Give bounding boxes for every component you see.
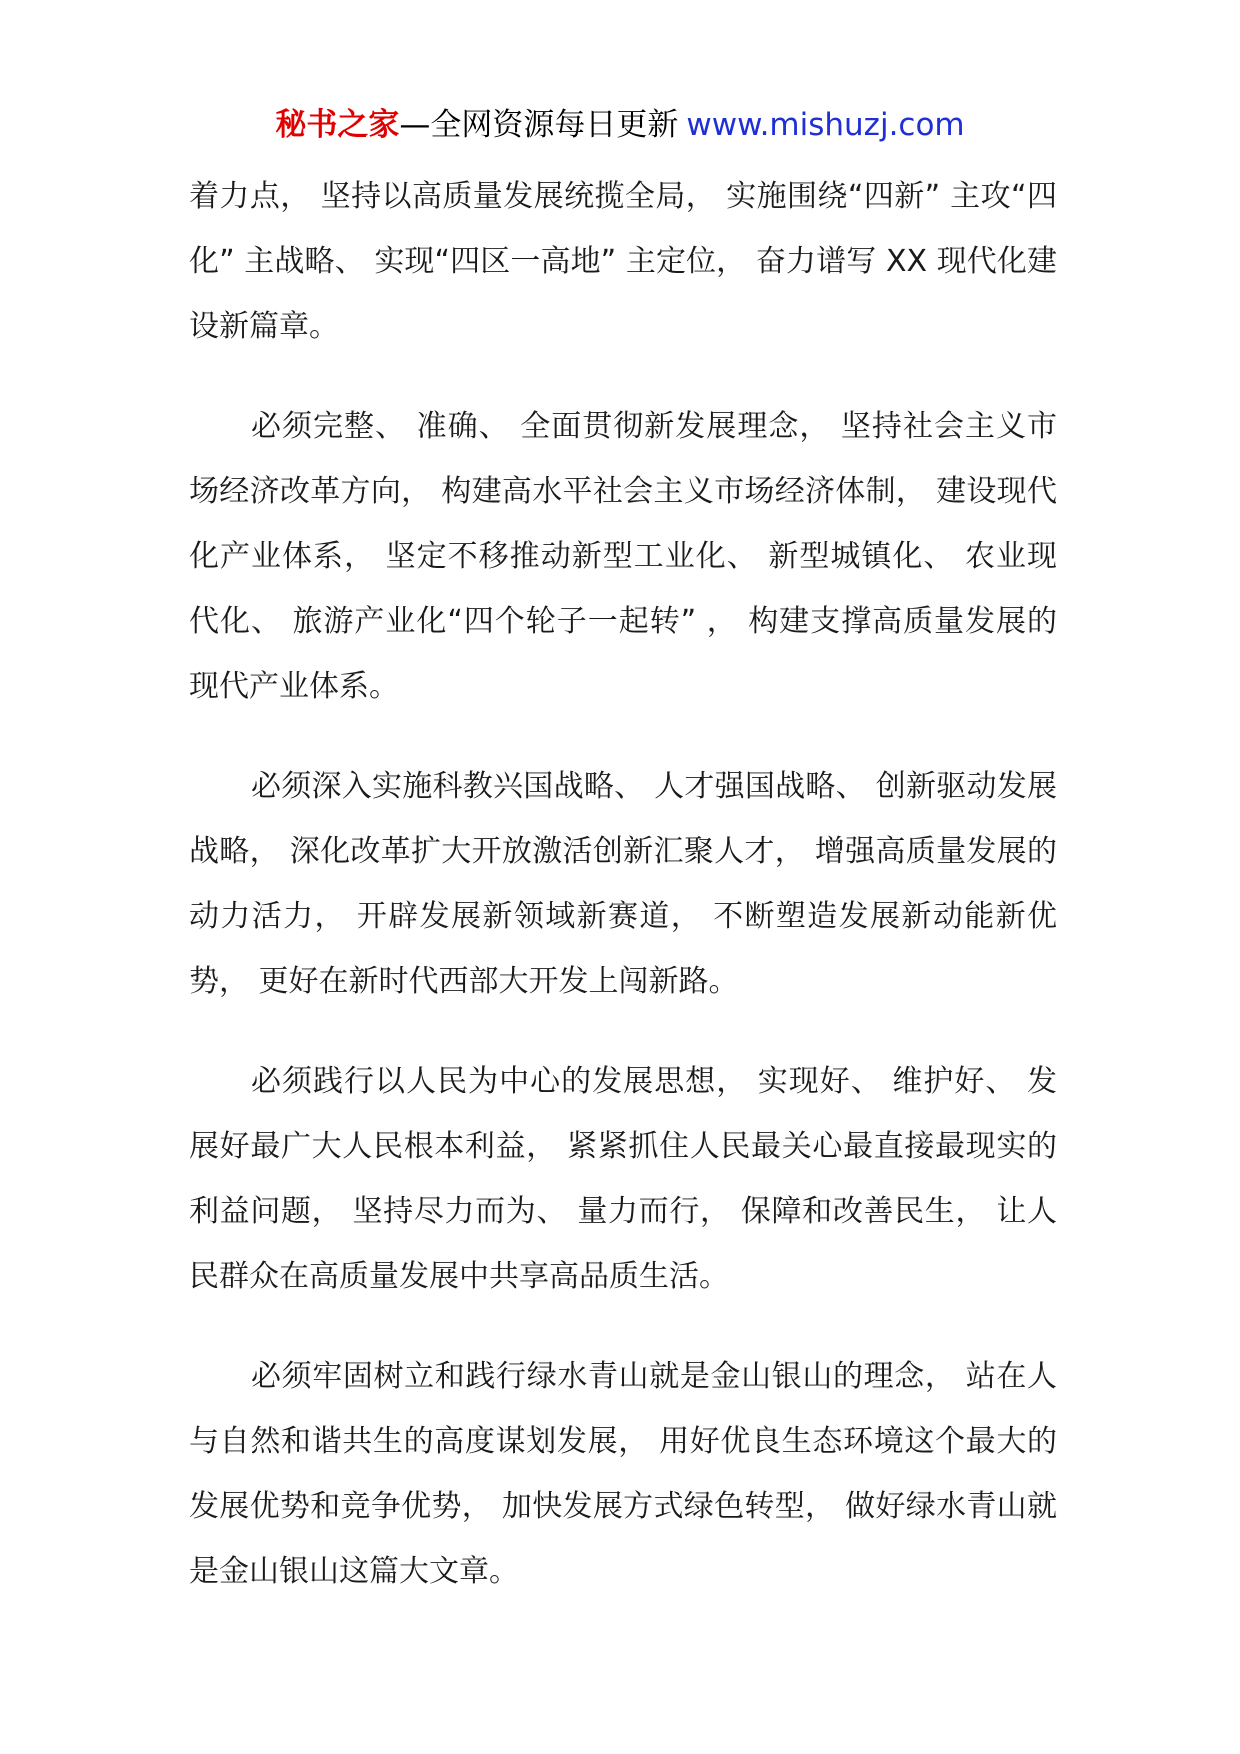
document-body xyxy=(189,164,1057,1604)
paragraph-green-development: 必须牢固树立和践行绿水青山就是金山银山的理念， 站在人与自然和谐共生的高度谋划发展， 用好优良生态环境这个最大的发展优势和竞争优势， 加快发展方式绿色转型， 做好绿水青山就是金山银山这篇大文章。 xyxy=(189,1359,1057,1589)
paragraph-people-centered: 必须践行以人民为中心的发展思想， 实现好、 维护好、 发展好最广大人民根本利益， 紧紧抓住人民最关心最直接最现实的利益问题， 坚持尽力而为、 量力而行， 保障和改善民生， 让人民群众在高质量发展中共享高品质生活。 xyxy=(189,1064,1057,1294)
paragraph-development-concept: 必须完整、 准确、 全面贯彻新发展理念， 坚持社会主义市场经济改革方向， 构建高水平社会主义市场经济体制， 建设现代化产业体系， 坚定不移推动新型工业化、 新型城镇化、 农业现代化、 旅游产业化“四个轮子一起转” ， 构建支撑高质量发展的现代产业体系。 xyxy=(189,409,1057,704)
site-url-link[interactable]: www.mishuzj.com xyxy=(686,107,965,143)
brand-name: 秘书之家 xyxy=(275,107,400,143)
header-tagline: —全网资源每日更新 xyxy=(399,107,679,143)
page-header xyxy=(0,103,1240,147)
paragraph-science-education: 必须深入实施科教兴国战略、 人才强国战略、 创新驱动发展战略， 深化改革扩大开放激活创新汇聚人才， 增强高质量发展的动力活力， 开辟发展新领域新赛道， 不断塑造发展新动能新优势， 更好在新时代西部大开发上闯新路。 xyxy=(189,769,1057,999)
paragraph-continuation: 着力点， 坚持以高质量发展统揽全局， 实施围绕“四新” 主攻“四化” 主战略、 实现“四区一高地” 主定位， 奋力谱写 XX 现代化建设新篇章。 xyxy=(189,179,1057,344)
